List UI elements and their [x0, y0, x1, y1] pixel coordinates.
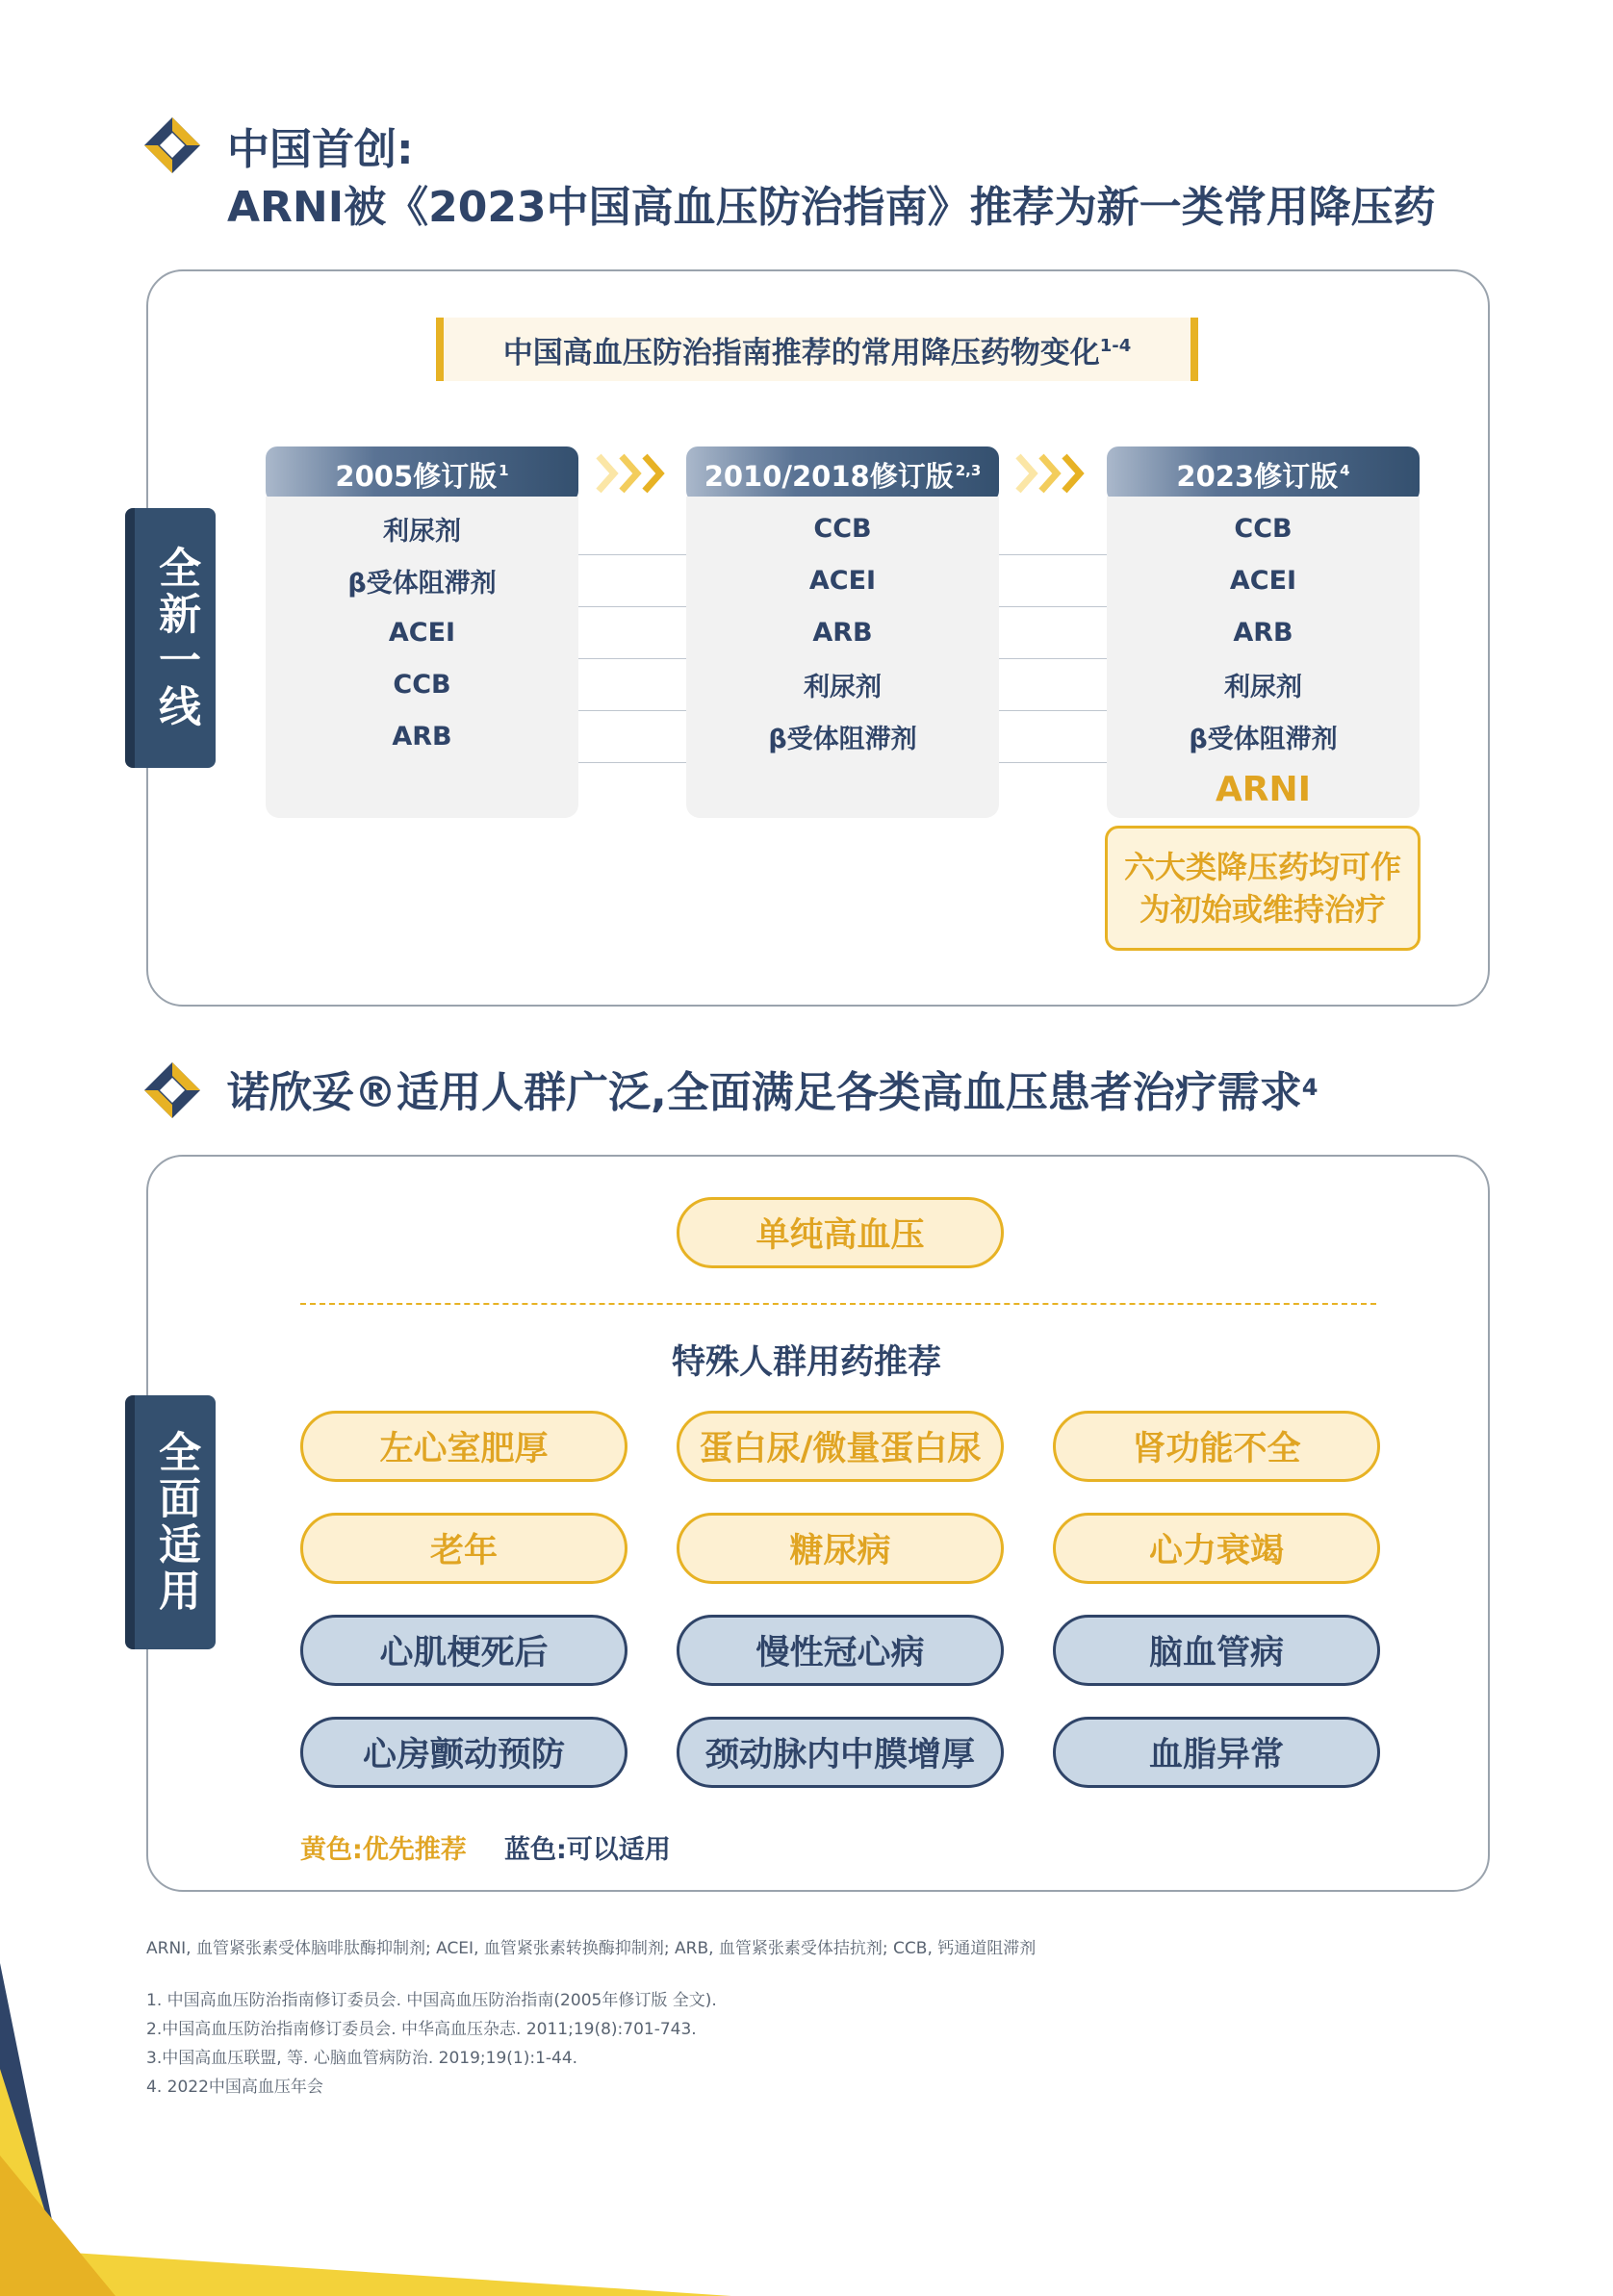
drug-item: 利尿剂 — [804, 672, 882, 702]
drug-item: ARB — [1233, 617, 1293, 648]
drug-item: 利尿剂 — [383, 516, 461, 547]
brand-logo-icon — [142, 115, 202, 175]
column-header — [266, 446, 578, 502]
pill-population: 老年 — [300, 1513, 627, 1584]
pill-population: 颈动脉内中膜增厚 — [677, 1717, 1004, 1788]
decorative-corner-shape — [0, 1963, 731, 2296]
section2-heading-sup: 4 — [1301, 1074, 1319, 1101]
pill-simple-hypertension: 单纯高血压 — [677, 1197, 1004, 1268]
column-header — [1107, 446, 1420, 502]
side-tab-new-first-line: 全新一线 — [135, 508, 216, 768]
drug-item: β受体阻滞剂 — [768, 724, 917, 754]
guideline-column-2023 — [1107, 446, 1420, 818]
pill-population: 慢性冠心病 — [677, 1615, 1004, 1686]
reference-item: 3.中国高血压联盟, 等. 心脑血管病防治. 2019;19(1):1-44. — [146, 2049, 578, 2068]
column-body — [1107, 497, 1420, 818]
pill-population: 心房颤动预防 — [300, 1717, 627, 1788]
column-header-title: 2005修订版 — [335, 459, 498, 493]
dashed-divider — [300, 1303, 1376, 1305]
drug-item: ACEI — [808, 565, 877, 596]
pill-population: 肾功能不全 — [1053, 1411, 1380, 1482]
section1-heading-line2: ARNI被《2023中国高血压防治指南》推荐为新一类常用降压药 — [227, 183, 1436, 232]
pill-population: 左心室肥厚 — [300, 1411, 627, 1482]
column-header-title: 2010/2018修订版 — [704, 459, 954, 493]
drug-item: ACEI — [388, 617, 456, 648]
chart-title-sup: 1-4 — [1099, 335, 1132, 356]
brand-logo-icon — [142, 1060, 202, 1120]
drug-item: 利尿剂 — [1224, 672, 1302, 702]
column-header-sup: 4 — [1340, 462, 1350, 479]
column-body — [266, 497, 578, 818]
initial-therapy-note — [1105, 826, 1421, 951]
abbreviation-note: ARNI, 血管紧张素受体脑啡肽酶抑制剂; ACEI, 血管紧张素转换酶抑制剂; ARB, 血管紧张素受体拮抗剂; CCB, 钙通道阻滞剂 — [146, 1939, 1037, 1958]
guideline-column-2010-2018 — [686, 446, 999, 818]
drug-item: CCB — [393, 669, 451, 700]
reference-item: 4. 2022中国高血压年会 — [146, 2078, 323, 2097]
drug-item: ARB — [812, 617, 873, 648]
guideline-column-2005 — [266, 446, 578, 818]
legend-blue: 蓝色:可以适用 — [504, 1835, 671, 1865]
section1-heading-line1: 中国首创: — [227, 125, 414, 174]
reference-item: 2.中国高血压防治指南修订委员会. 中华高血压杂志. 2011;19(8):701-743. — [146, 2020, 697, 2039]
pill-population: 血脂异常 — [1053, 1717, 1380, 1788]
column-header-sup: 1 — [499, 462, 509, 479]
drug-item: CCB — [1234, 513, 1293, 544]
chevron-right-icon — [1014, 452, 1089, 495]
special-population-title: 特殊人群用药推荐 — [671, 1343, 941, 1382]
column-header-title: 2023修订版 — [1176, 459, 1339, 493]
note-line: 为初始或维持治疗 — [1139, 891, 1386, 928]
drug-item: β受体阻滞剂 — [347, 568, 497, 599]
reference-item: 1. 中国高血压防治指南修订委员会. 中国高血压防治指南(2005年修订版 全文). — [146, 1991, 717, 2010]
column-header — [686, 446, 999, 502]
column-header-sup: 2,3 — [955, 462, 982, 479]
drug-item-arni: ARNI — [1215, 769, 1312, 809]
pill-population: 心力衰竭 — [1053, 1513, 1380, 1584]
column-body — [686, 497, 999, 818]
side-tab-fully-applicable: 全面适用 — [135, 1395, 216, 1649]
drug-item: CCB — [813, 513, 872, 544]
pill-population: 心肌梗死后 — [300, 1615, 627, 1686]
pill-population: 糖尿病 — [677, 1513, 1004, 1584]
chart-title-text: 中国高血压防治指南推荐的常用降压药物变化 — [502, 335, 1100, 370]
section2-heading — [227, 1064, 1318, 1122]
legend-yellow: 黄色:优先推荐 — [300, 1835, 467, 1865]
section2-heading-text: 诺欣妥®适用人群广泛,全面满足各类高血压患者治疗需求 — [227, 1068, 1302, 1117]
drug-item: ACEI — [1229, 565, 1297, 596]
chart-title — [436, 318, 1198, 381]
pill-population: 脑血管病 — [1053, 1615, 1380, 1686]
chevron-right-icon — [595, 452, 670, 495]
note-line: 六大类降压药均可作 — [1123, 849, 1401, 885]
drug-item: β受体阻滞剂 — [1189, 724, 1338, 754]
drug-item: ARB — [392, 721, 452, 752]
pill-population: 蛋白尿/微量蛋白尿 — [677, 1411, 1004, 1482]
